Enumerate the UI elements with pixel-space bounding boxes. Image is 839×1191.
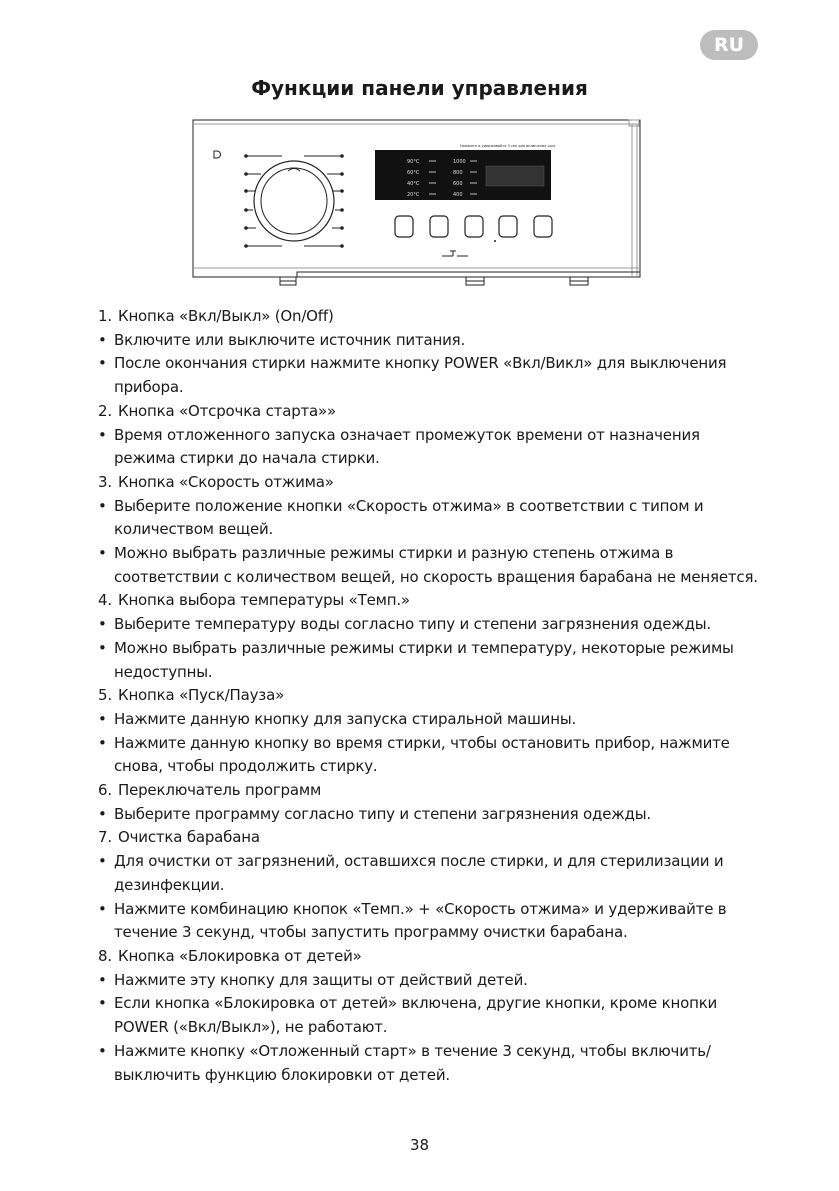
bullet-item <box>98 969 758 993</box>
bullet-item <box>98 803 758 827</box>
bullet-icon: • <box>98 852 107 871</box>
bullet-text: Можно выбрать различные режимы стирки и разную степень отжима в соответствии с количеством вещей, но скорость вращения барабана не меняется. <box>114 544 758 586</box>
bullet-item <box>98 495 758 542</box>
temp-label: 20°C <box>407 192 420 198</box>
bullet-item <box>98 708 758 732</box>
bullet-text: Нажмите данную кнопку для запуска стиральной машины. <box>114 709 577 728</box>
bullet-item <box>98 637 758 684</box>
bullet-text: Можно выбрать различные режимы стирки и температуру, некоторые режимы недоступны. <box>114 638 734 681</box>
bullet-icon: • <box>98 994 107 1013</box>
bullet-icon: • <box>98 496 107 515</box>
speed-label: 600 <box>453 181 463 187</box>
section-title: Очистка барабана <box>118 828 260 847</box>
section-heading <box>98 945 758 969</box>
bullet-icon: • <box>98 709 107 728</box>
section-title: Кнопка «Пуск/Пауза» <box>118 686 285 705</box>
child-lock-icon <box>442 251 468 256</box>
section-heading <box>98 305 758 329</box>
section-heading <box>98 589 758 613</box>
section-number: 1. <box>98 307 112 325</box>
bullet-icon: • <box>98 1041 107 1060</box>
program-knob <box>254 161 334 241</box>
section-heading <box>98 400 758 424</box>
bullet-icon: • <box>98 425 107 444</box>
panel-button <box>534 216 552 237</box>
panel-lock-note: Нажмите и удерживайте 3 сек для включения Lock <box>460 144 556 148</box>
instructions <box>98 305 758 1087</box>
section-number: 8. <box>98 946 112 965</box>
bullet-item <box>98 329 758 353</box>
section-heading <box>98 779 758 803</box>
page-title: Функции панели управления <box>251 76 588 100</box>
section-title: Кнопка «Вкл/Выкл» (On/Off) <box>118 307 334 325</box>
panel-button <box>499 216 517 237</box>
bullet-item <box>98 424 758 471</box>
section-title: Кнопка «Блокировка от детей» <box>118 946 362 965</box>
section-number: 7. <box>98 828 112 847</box>
bullet-text: Нажмите данную кнопку во время стирки, чтобы остановить прибор, нажмите снова, чтобы продолжить стирку. <box>114 733 730 776</box>
power-icon <box>214 151 221 158</box>
speed-label: 400 <box>453 192 463 198</box>
bullet-item <box>98 898 758 945</box>
speed-label: 1000 <box>453 159 466 165</box>
bullet-item <box>98 352 758 399</box>
bullet-text: Для очистки от загрязнений, оставшихся после стирки, и для стерилизации и дезинфекции. <box>114 852 724 894</box>
display-screen <box>486 166 544 186</box>
section-heading <box>98 826 758 850</box>
speed-label: 800 <box>453 170 463 176</box>
bullet-text: После окончания стирки нажмите кнопку POWER «Вкл/Викл» для выключения прибора. <box>114 354 727 397</box>
section-number: 3. <box>98 472 112 491</box>
section-title: Переключатель программ <box>118 781 322 800</box>
bullet-item <box>98 850 758 897</box>
bullet-text: Время отложенного запуска означает промежуток времени от назначения режима стирки до начала стирки. <box>114 425 700 468</box>
bullet-text: Нажмите эту кнопку для защиты от действий детей. <box>114 970 528 989</box>
page-number: 38 <box>409 1136 430 1154</box>
bullet-item <box>98 992 758 1039</box>
language-badge: RU <box>700 30 758 60</box>
bullet-icon: • <box>98 638 107 657</box>
temp-label: 90°C <box>407 159 420 165</box>
control-panel-illustration <box>192 118 642 293</box>
section-title: Кнопка выбора температуры «Темп.» <box>118 591 410 610</box>
panel-buttons <box>395 216 552 237</box>
section-number: 6. <box>98 781 112 800</box>
bullet-icon: • <box>98 330 107 349</box>
bullet-icon: • <box>98 899 107 918</box>
bullet-item <box>98 732 758 779</box>
bullet-text: Если кнопка «Блокировка от детей» включена, другие кнопки, кроме кнопки POWER («Вкл/Выкл»), не работают. <box>114 994 718 1037</box>
bullet-icon: • <box>98 970 107 989</box>
bullet-icon: • <box>98 733 107 752</box>
panel-button <box>465 216 483 237</box>
bullet-text: Выберите температуру воды согласно типу и степени загрязнения одежды. <box>114 615 711 634</box>
bullet-item <box>98 1040 758 1087</box>
bullet-item <box>98 613 758 637</box>
section-title: Кнопка «Отсрочка старта»» <box>118 401 336 420</box>
section-number: 2. <box>98 401 112 420</box>
bullet-icon: • <box>98 615 107 634</box>
temp-label: 60°C <box>407 170 420 176</box>
bullet-text: Нажмите кнопку «Отложенный старт» в течение 3 секунд, чтобы включить/выключить функцию блокировки от детей. <box>114 1041 711 1084</box>
section-number: 5. <box>98 686 112 705</box>
temp-label: 40°C <box>407 181 420 187</box>
panel-button <box>395 216 413 237</box>
section-heading <box>98 684 758 708</box>
section-title: Кнопка «Скорость отжима» <box>118 472 334 491</box>
panel-button <box>430 216 448 237</box>
section-heading <box>98 471 758 495</box>
bullet-text: Выберите программу согласно типу и степени загрязнения одежды. <box>114 804 651 823</box>
bullet-icon: • <box>98 804 107 823</box>
bullet-item <box>98 542 758 589</box>
section-number: 4. <box>98 591 112 610</box>
bullet-text: Выберите положение кнопки «Скорость отжима» в соответствии с типом и количеством вещей. <box>114 496 704 539</box>
bullet-icon: • <box>98 354 107 373</box>
bullet-icon: • <box>98 544 107 563</box>
bullet-text: Нажмите комбинацию кнопок «Темп.» + «Скорость отжима» и удерживайте в течение 3 секунд, чтобы запустить программу очистки барабана. <box>114 899 727 942</box>
bullet-text: Включите или выключите источник питания. <box>114 330 466 349</box>
